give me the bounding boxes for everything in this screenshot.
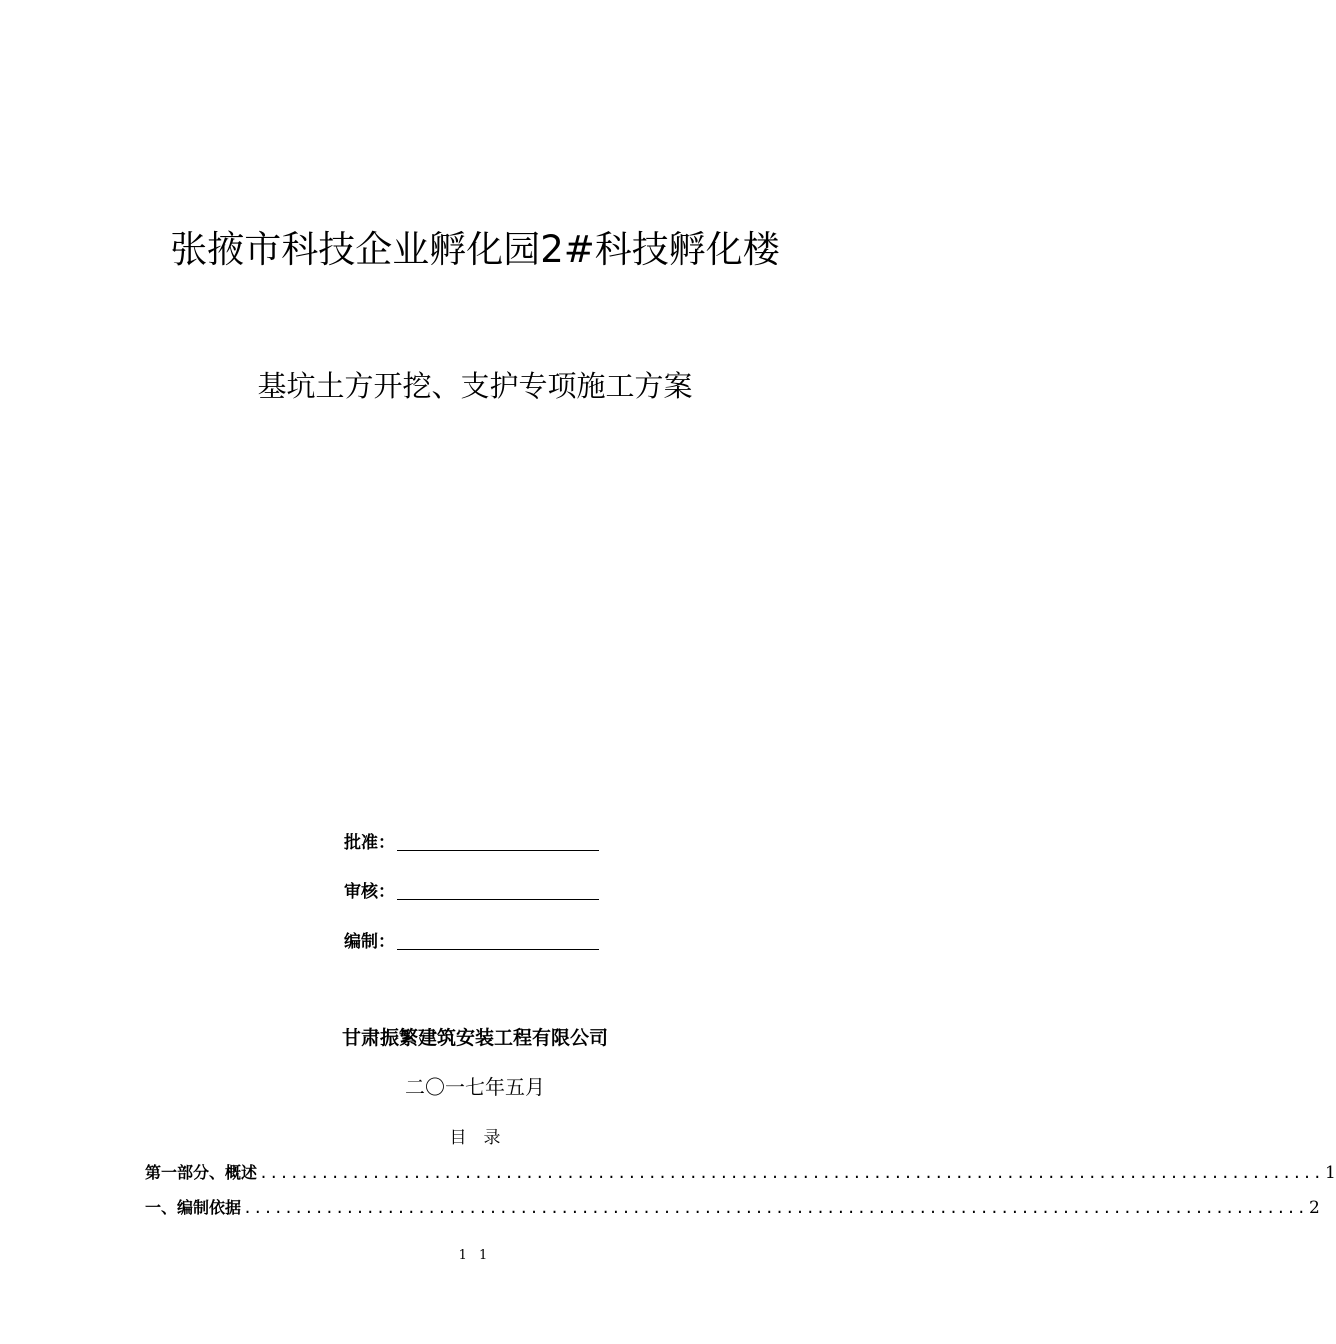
toc-entry-label: 一、编制依据 [145,1198,242,1217]
signature-row-review [344,873,614,903]
toc-entry[interactable] [145,1158,1336,1184]
signature-line-approve [397,832,599,851]
page-number: 1 1 [458,1248,492,1263]
toc-leader-dots: ........................................................................................................ [243,1199,1308,1217]
signature-row-compile [344,923,614,953]
signature-label-review: 审核： [344,882,395,902]
toc-entry-page: 1 [1325,1163,1336,1183]
document-subtitle: 基坑土方开挖、支护专项施工方案 [257,369,693,403]
signature-label-approve: 批准： [344,833,395,853]
toc-heading: 目 录 [449,1128,501,1148]
document-date: 二〇一七年五月 [405,1075,545,1099]
signature-label-compile: 编制： [344,932,395,952]
document-title: 张掖市科技企业孵化园2#科技孵化楼 [170,228,780,271]
toc-leader-dots: ........................................................................................................ [259,1164,1324,1182]
signature-row-approve [344,824,614,854]
toc-entry[interactable] [145,1193,1320,1219]
toc-entry-page: 2 [1309,1198,1320,1218]
toc-entry-label: 第一部分、概述 [145,1163,258,1182]
signature-line-review [397,881,599,900]
signature-line-compile [397,931,599,950]
company-name: 甘肃振繁建筑安装工程有限公司 [341,1027,608,1049]
